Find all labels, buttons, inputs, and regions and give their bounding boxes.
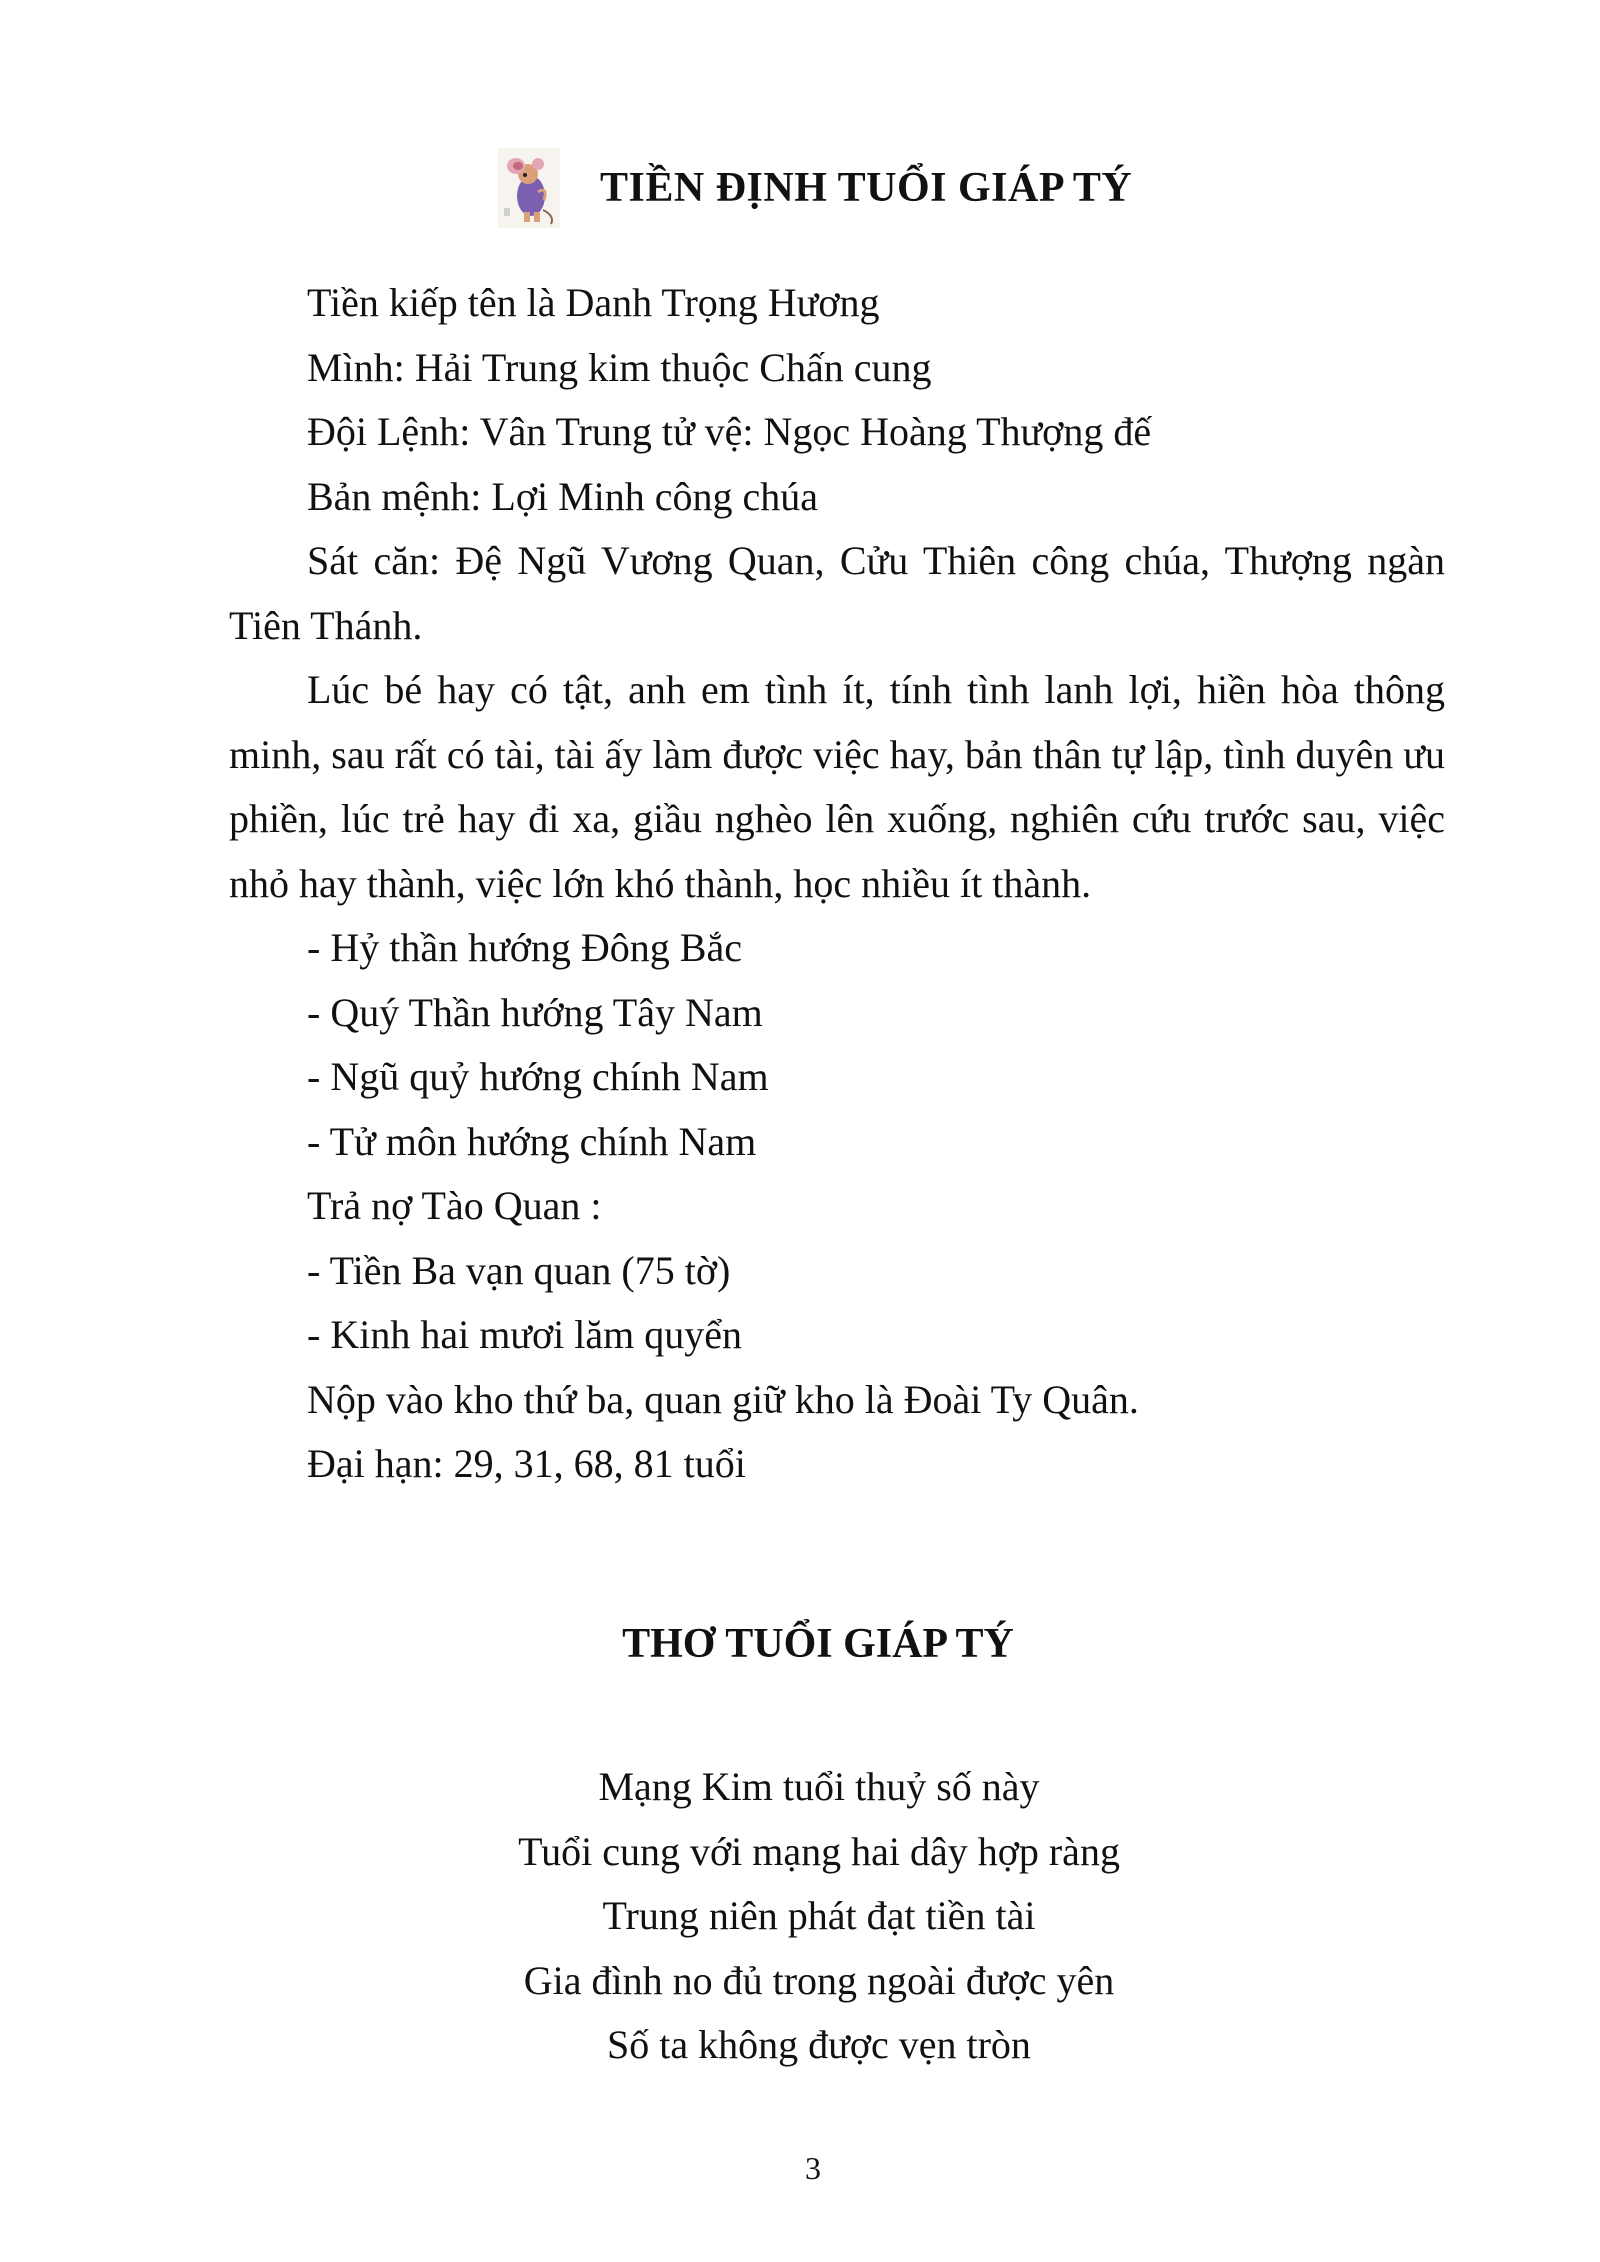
text-line: - Tiền Ba vạn quan (75 tờ)	[307, 1247, 731, 1293]
poem-line: Mạng Kim tuổi thuỷ số này	[598, 1764, 1040, 1809]
poem-line: Tuổi cung với mạng hai dây hợp ràng	[518, 1828, 1120, 1874]
poem-title: THƠ TUỔI GIÁP TÝ	[622, 1621, 1014, 1667]
text-line: Bản mệnh: Lợi Minh công chúa	[307, 473, 819, 519]
rat-zodiac-icon	[498, 148, 560, 228]
text-line: Trả nợ Tào Quan :	[307, 1183, 602, 1228]
title-row	[498, 148, 1132, 228]
text-line: Tiền kiếp tên là Danh Trọng Hương	[307, 280, 880, 325]
text-line: Đại hạn: 29, 31, 68, 81 tuổi	[307, 1441, 746, 1486]
text-line: - Ngũ quỷ hướng chính Nam	[307, 1054, 769, 1099]
text-line: Nộp vào kho thứ ba, quan giữ kho là Đoài Ty Quân.	[307, 1376, 1139, 1422]
text-line: Đội Lệnh: Vân Trung tử vệ: Ngọc Hoàng Thượng đế	[307, 409, 1152, 454]
page-number: 3	[805, 2150, 821, 2186]
poem-line: Trung niên phát đạt tiền tài	[602, 1893, 1036, 1938]
text-line: Mình: Hải Trung kim thuộc Chấn cung	[307, 344, 932, 390]
page-title: TIỀN ĐỊNH TUỔI GIÁP TÝ	[600, 165, 1133, 211]
poem-line: Số ta không được vẹn tròn	[607, 2022, 1031, 2067]
description-paragraph: Lúc bé hay có tật, anh em tình ít, tính tình lanh lợi, hiền hòa thông minh, sau rất có tài, tài ấy làm được việc hay, bản thân tự lập, tình duyên ưu phiền, lúc trẻ hay đi xa, giầu nghèo lên xuống, nghiên cứu trước sau, việc nhỏ hay thành, việc lớn khó thành, học nhiều ít thành.	[229, 667, 1445, 906]
poem	[0, 1755, 1600, 2078]
text-line: - Quý Thần hướng Tây Nam	[307, 989, 763, 1035]
text-line: - Tử môn hướng chính Nam	[307, 1118, 757, 1164]
text-line: - Kinh hai mươi lăm quyển	[307, 1312, 742, 1357]
sat-can-paragraph: Sát căn: Đệ Ngũ Vương Quan, Cửu Thiên công chúa, Thượng ngàn Tiên Thánh.	[229, 538, 1445, 648]
text-line: - Hỷ thần hướng Đông Bắc	[307, 925, 742, 970]
poem-line: Gia đình no đủ trong ngoài được yên	[523, 1957, 1115, 2003]
main-text	[229, 271, 1445, 1497]
